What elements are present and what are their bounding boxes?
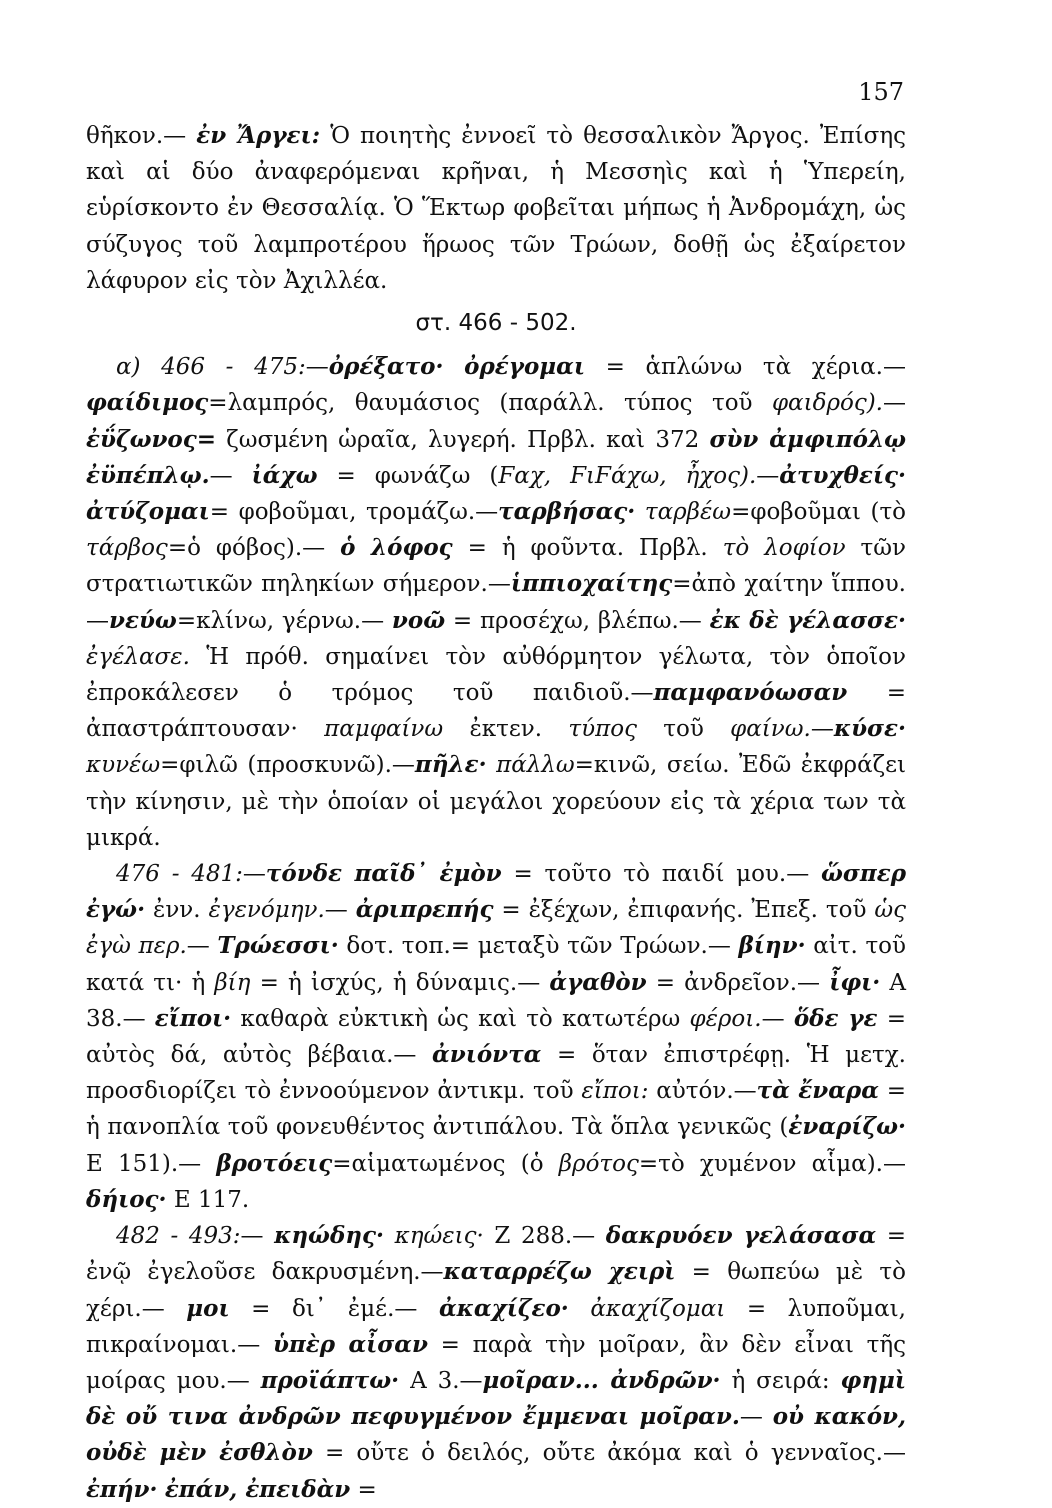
lemma: καταρρέζω χειρὶ [443, 1258, 676, 1286]
lemma: ὑπὲρ αἶσαν [272, 1330, 428, 1358]
gloss: τῶν στρατιωτικῶν πηληκίων σήμερον.— [86, 535, 906, 598]
lemma: εἴποι· [154, 1004, 232, 1032]
gloss: = ὅταν ἐπιστρέφῃ. Ἡ μετχ. προσδιορίζει τὸ ἐννοούμενον ἀντικμ. τοῦ [86, 1042, 906, 1105]
gloss: καθαρὰ εὐκτικὴ ὡς καὶ τὸ κατωτέρω [231, 1005, 690, 1032]
citation: τὸ λοφίον [722, 535, 846, 562]
lemma: ἐπήν· [86, 1475, 158, 1503]
lemma: μοι [186, 1294, 230, 1322]
lemma: προϊάπτω· [260, 1366, 400, 1394]
gloss: =αἱματωμένος (ὁ [332, 1150, 559, 1177]
lemma: ἶφι· [829, 968, 881, 996]
citation: κυνέω [86, 752, 161, 779]
gloss: = φοβοῦμαι, τρομάζω.— [209, 499, 499, 526]
gloss: ἡ σειρά: [720, 1367, 841, 1394]
lemma: ἀνιόντα [432, 1041, 542, 1069]
gloss: — [186, 933, 218, 960]
citation: τάρβος [86, 535, 168, 562]
lemma: ἐκ δὲ γέλασσε· [709, 606, 906, 634]
gloss: ἐκτεν. [443, 716, 569, 743]
lemma: ἐν Ἄργει: [196, 122, 321, 149]
gloss: — [324, 897, 356, 924]
gloss: αἰτ. τοῦ κατά τι· ἡ [86, 933, 907, 996]
lemma: ὥσπερ ἐγώ· [86, 860, 907, 924]
lemma: μοῖραν... ἀνδρῶν· [482, 1366, 721, 1394]
verse-range: α) 466 - 475: [116, 354, 306, 381]
gloss: = ἐνῷ ἐγελοῦσε δακρυσμένη.— [86, 1223, 907, 1286]
gloss: δοτ. τοπ.= μεταξὺ τῶν Τρώων.— [338, 933, 739, 960]
lemma: ἀτυχθείς· [779, 461, 906, 489]
gloss [384, 1223, 395, 1249]
citation: φαίνω. [730, 716, 811, 743]
gloss: = ἐξέχων, ἐπιφανής. Ἐπεξ. τοῦ [493, 897, 875, 924]
lemma: ὅδε γε [793, 1004, 878, 1032]
citation: βίη [214, 969, 251, 996]
citation: τύπος [568, 716, 637, 743]
citation: ὡς ἐγὼ περ. [86, 897, 906, 960]
gloss: =λαμπρός, θαυμάσιος (παράλλ. τύπος τοῦ [208, 390, 772, 417]
lemma: ἰάχω [251, 461, 318, 489]
lemma: ἐπάν, ἐπειδὰν [164, 1475, 351, 1503]
gloss: = ἀνδρεῖον.— [646, 969, 830, 996]
gloss: Α 3.— [399, 1367, 483, 1394]
citation: ἀκαχίζομαι [590, 1295, 726, 1322]
gloss: = παρὰ τὴν μοῖραν, ἂν δὲν εἶναι τῆς μοίρας μου.— [86, 1331, 906, 1394]
lemma: τὰ ἔναρα [756, 1077, 879, 1105]
lemma: νοῶ [391, 606, 446, 634]
gloss: — [242, 861, 266, 888]
citation: παμφαίνω [324, 716, 444, 743]
citation: φαιδρός). [771, 390, 883, 417]
gloss: =κλίνω, γέρνω.— [176, 607, 392, 634]
lemma: τόνδε παῖδ᾽ ἐμὸν [265, 860, 502, 888]
gloss: Ε 117. [166, 1186, 250, 1213]
gloss: = ἡ πανοπλία τοῦ φονευθέντος ἀντιπάλου. Τὰ ὅπλα γενικῶς ( [86, 1078, 906, 1141]
gloss: — [739, 1404, 773, 1431]
gloss [158, 1477, 165, 1503]
gloss: = δι᾽ ἐμέ.— [229, 1295, 439, 1322]
page-number: 157 [858, 78, 904, 106]
citation: πάλλω [496, 752, 575, 779]
gloss: — [761, 1005, 794, 1032]
lemma: δήιος· [86, 1185, 167, 1213]
gloss [635, 499, 645, 525]
lemma: Τρώεσσι· [217, 932, 339, 960]
gloss: = λυποῦμαι, πικραίνομαι.— [86, 1295, 906, 1358]
gloss: Α 38.— [86, 969, 906, 1032]
gloss: = ἀπαστράπτουσαν· [86, 680, 906, 743]
paragraph-466-475 [86, 349, 906, 856]
gloss: — [209, 462, 252, 489]
gloss: = ἁπλώνω τὰ χέρια.— [584, 354, 906, 381]
citation: φέροι. [689, 1005, 762, 1032]
gloss [487, 752, 496, 778]
lemma: ὀρέξατο· [328, 353, 444, 381]
lemma: νεύω [109, 606, 177, 634]
gloss: =ἀπὸ χαίτην ἵππου.— [86, 571, 906, 634]
lemma: ὀρέγομαι [464, 353, 585, 381]
intro-text: θῆκον.— [86, 123, 197, 149]
lemma: ταρβήσας· [498, 498, 636, 526]
gloss: — [810, 716, 834, 743]
intro-paragraph [86, 118, 906, 299]
citation: φημὶ δὲ οὔ τινα ἀνδρῶν πεφυγμένον ἔμμεναι μοῖραν. [86, 1366, 906, 1431]
gloss: ἐνν. [145, 897, 209, 924]
gloss: = θωπεύω μὲ τὸ χέρι.— [86, 1259, 906, 1322]
citation: σὺν ἀμφιπόλῳ ἐϋπέπλῳ. [86, 425, 906, 489]
lemma: οὐ κακόν, οὐδὲ μὲν ἐσθλὸν [86, 1403, 907, 1467]
gloss: =φιλῶ (προσκυνῶ).— [160, 752, 415, 779]
gloss: = τοῦτο τὸ παιδί μου.— [501, 861, 822, 888]
gloss: — [240, 1223, 275, 1250]
gloss: = οὔτε ὁ δειλός, οὔτε ἀκόμα καὶ ὁ γενναῖος.— [312, 1440, 906, 1467]
citation: κηώεις· [394, 1223, 484, 1250]
citation: βρότος [558, 1150, 639, 1177]
gloss: ζωσμένη ὡραῖα, λυγερή. Πρβλ. καὶ 372 [216, 426, 710, 453]
commentary-text [86, 118, 906, 1508]
lemma: κηώδης· [274, 1222, 385, 1250]
gloss: =κινῶ, σείω. Ἐδῶ ἐκφράζει τὴν κίνησιν, μὲ τὴν ὁποίαν οἱ μεγάλοι χορεύουν εἰς τὰ χέρια των τὰ μικρά. [86, 752, 906, 851]
intro-text: Ὁ ποιητὴς ἐννοεῖ τὸ θεσσαλικὸν Ἄργος. Ἐπίσης καὶ αἱ δύο ἀναφερόμεναι κρῆναι, ἡ Μεσσηὶς καὶ ἡ Ὑπερείη, εὑρίσκοντο ἐν Θεσσαλίᾳ. Ὁ Ἕκτωρ φοβεῖται μήπως ἡ Ἀνδρομάχη, ὡς σύζυγος τοῦ λαμπροτέρου ἥρωος τῶν Τρώων, δοθῇ ὡς ἐξαίρετον λάφυρον εἰς τὸν Ἀχιλλέα. [86, 123, 907, 294]
lemma: ἀτύζομαι [86, 498, 210, 526]
lemma: ἐΰζωνος= [86, 425, 217, 453]
citation: ἐγέλασε. [86, 643, 190, 670]
paragraph-482-493 [86, 1218, 906, 1508]
lemma: ἀγαθὸν [549, 968, 647, 996]
gloss: =φοβοῦμαι (τὸ [731, 499, 907, 526]
lemma: βροτόεις [216, 1149, 333, 1177]
lemma: δακρυόεν γελάσασα [605, 1222, 877, 1250]
verse-range: 482 - 493: [116, 1223, 241, 1250]
lemma: πῆλε· [414, 751, 487, 779]
lemma: ἀριπρεπής [355, 896, 494, 924]
gloss: = [350, 1476, 377, 1503]
citation: εἴποι: [581, 1078, 649, 1105]
gloss: =τὸ χυμένον αἷμα).— [638, 1150, 906, 1177]
gloss: — [883, 390, 906, 417]
gloss: = ἡ φοῦντα. Πρβλ. [452, 535, 723, 562]
gloss [569, 1296, 591, 1322]
citation: ταρβέω [644, 499, 732, 526]
gloss: = αὐτὸς δά, αὐτὸς βέβαια.— [86, 1005, 906, 1069]
gloss: — [305, 354, 329, 381]
lemma: βίην· [738, 932, 806, 960]
gloss: = φωνάζω ( [317, 462, 499, 489]
citation: Ϝαχ, ϜιϜάχω, ἦχος). [498, 462, 757, 489]
gloss: Ε 151).— [86, 1150, 217, 1177]
lemma: ὁ λόφος [340, 534, 453, 562]
lemma: ἀκαχίζεο· [438, 1294, 569, 1322]
lemma: παμφανόωσαν [653, 679, 848, 707]
verse-range: 476 - 481: [116, 861, 243, 888]
lemma: ἱππιοχαίτης [510, 570, 673, 598]
gloss: = προσέχω, βλέπω.— [445, 607, 710, 634]
section-heading: στ. 466 - 502. [415, 310, 577, 337]
gloss: Ζ 288.— [483, 1223, 606, 1250]
lemma: φαίδιμος [86, 389, 209, 417]
gloss: =ὁ φόβος).— [167, 535, 341, 562]
gloss: — [756, 462, 780, 489]
lemma: ἐναρίζω· [788, 1113, 906, 1141]
lemma: κύσε· [833, 715, 906, 743]
gloss: αὐτόν.— [648, 1078, 757, 1105]
citation: ἐγενόμην. [208, 897, 325, 924]
paragraph-476-481 [86, 856, 906, 1218]
gloss [444, 354, 465, 380]
gloss: Ἡ πρόθ. σημαίνει τὸν αὐθόρμητον γέλωτα, τὸν ὁποῖον ἐπροκάλεσεν ὁ τρόμος τοῦ παιδιοῦ.— [86, 643, 906, 707]
gloss: = ἡ ἰσχύς, ἡ δύναμις.— [250, 969, 550, 996]
gloss: τοῦ [636, 716, 731, 743]
